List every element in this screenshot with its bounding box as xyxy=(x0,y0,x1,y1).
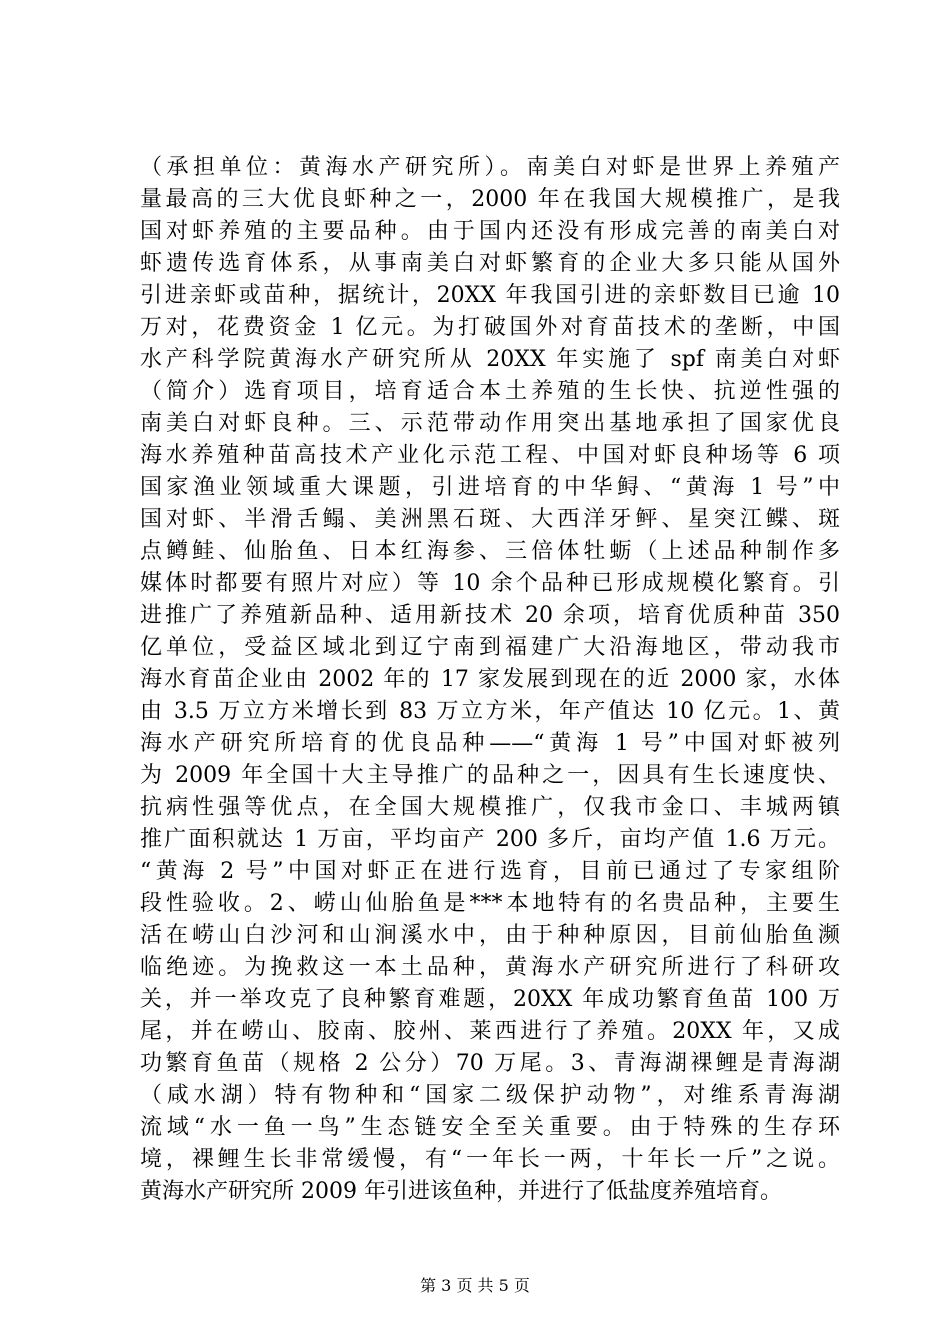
text-line: 海水产研究所培育的优良品种——“黄海 1 号”中国对虾被列 xyxy=(140,731,840,756)
text-line: 国对虾养殖的主要品种。由于国内还没有形成完善的南美白对 xyxy=(140,219,840,244)
text-line: 水产科学院黄海水产研究所从 20XX 年实施了 spf 南美白对虾 xyxy=(140,347,840,372)
page-footer: 第 3 页 共 5 页 xyxy=(420,1276,530,1295)
text-line: 流域“水一鱼一鸟”生态链安全至关重要。由于特殊的生存环 xyxy=(140,1115,840,1140)
text-line: 南美白对虾良种。三、示范带动作用突出基地承担了国家优良 xyxy=(140,411,840,436)
text-line: 进推广了养殖新品种、适用新技术 20 余项，培育优质种苗 350 xyxy=(140,603,840,628)
text-line: “黄海 2 号”中国对虾正在进行选育，目前已通过了专家组阶 xyxy=(140,859,840,884)
text-line: 关，并一举攻克了良种繁育难题，20XX 年成功繁育鱼苗 100 万 xyxy=(140,987,840,1012)
text-line: 抗病性强等优点，在全国大规模推广，仅我市金口、丰城两镇 xyxy=(140,795,840,820)
text-line: （简介）选育项目，培育适合本土养殖的生长快、抗逆性强的 xyxy=(140,379,840,404)
text-line: 海水养殖种苗高技术产业化示范工程、中国对虾良种场等 6 项 xyxy=(140,443,840,468)
text-line: 为 2009 年全国十大主导推广的品种之一，因具有生长速度快、 xyxy=(140,763,840,788)
text-line: 国家渔业领域重大课题，引进培育的中华鲟、“黄海 1 号”中 xyxy=(140,475,840,500)
text-line: 功繁育鱼苗（规格 2 公分）70 万尾。3、青海湖裸鲤是青海湖 xyxy=(140,1051,840,1076)
text-line: （咸水湖）特有物种和“国家二级保护动物”，对维系青海湖 xyxy=(140,1083,840,1108)
text-line: 活在崂山白沙河和山涧溪水中，由于种种原因，目前仙胎鱼濒 xyxy=(140,923,840,948)
text-line: 临绝迹。为挽救这一本土品种，黄海水产研究所进行了科研攻 xyxy=(140,955,840,980)
text-line: 国对虾、半滑舌鳎、美洲黑石斑、大西洋牙鲆、星突江鲽、斑 xyxy=(140,507,840,532)
text-line: 亿单位，受益区域北到辽宁南到福建广大沿海地区，带动我市 xyxy=(140,635,840,660)
text-line: 尾，并在崂山、胶南、胶州、莱西进行了养殖。20XX 年，又成 xyxy=(140,1019,840,1044)
text-line: 境，裸鲤生长非常缓慢，有“一年长一两，十年长一斤”之说。 xyxy=(140,1147,840,1172)
body-text xyxy=(140,152,840,1208)
text-line: 黄海水产研究所 2009 年引进该鱼种，并进行了低盐度养殖培育。 xyxy=(140,1179,782,1204)
text-line: 引进亲虾或苗种，据统计，20XX 年我国引进的亲虾数目已逾 10 xyxy=(140,283,840,308)
text-line: 点鳟鲑、仙胎鱼、日本红海参、三倍体牡蛎（上述品种制作多 xyxy=(140,539,840,564)
text-line: 推广面积就达 1 万亩，平均亩产 200 多斤，亩均产值 1.6 万元。 xyxy=(140,827,840,852)
text-line: 虾遗传选育体系，从事南美白对虾繁育的企业大多只能从国外 xyxy=(140,251,840,276)
text-line: 媒体时都要有照片对应）等 10 余个品种已形成规模化繁育。引 xyxy=(140,571,840,596)
text-line: 量最高的三大优良虾种之一，2000 年在我国大规模推广，是我 xyxy=(140,187,840,212)
text-line: 由 3.5 万立方米增长到 83 万立方米，年产值达 10 亿元。1、黄 xyxy=(140,699,840,724)
text-line: 段性验收。2、崂山仙胎鱼是***本地特有的名贵品种，主要生 xyxy=(140,891,840,916)
text-line: （承担单位：黄海水产研究所）。南美白对虾是世界上养殖产 xyxy=(140,155,840,180)
text-line: 海水育苗企业由 2002 年的 17 家发展到现在的近 2000 家，水体 xyxy=(140,667,840,692)
text-line: 万对，花费资金 1 亿元。为打破国外对育苗技术的垄断，中国 xyxy=(140,315,840,340)
